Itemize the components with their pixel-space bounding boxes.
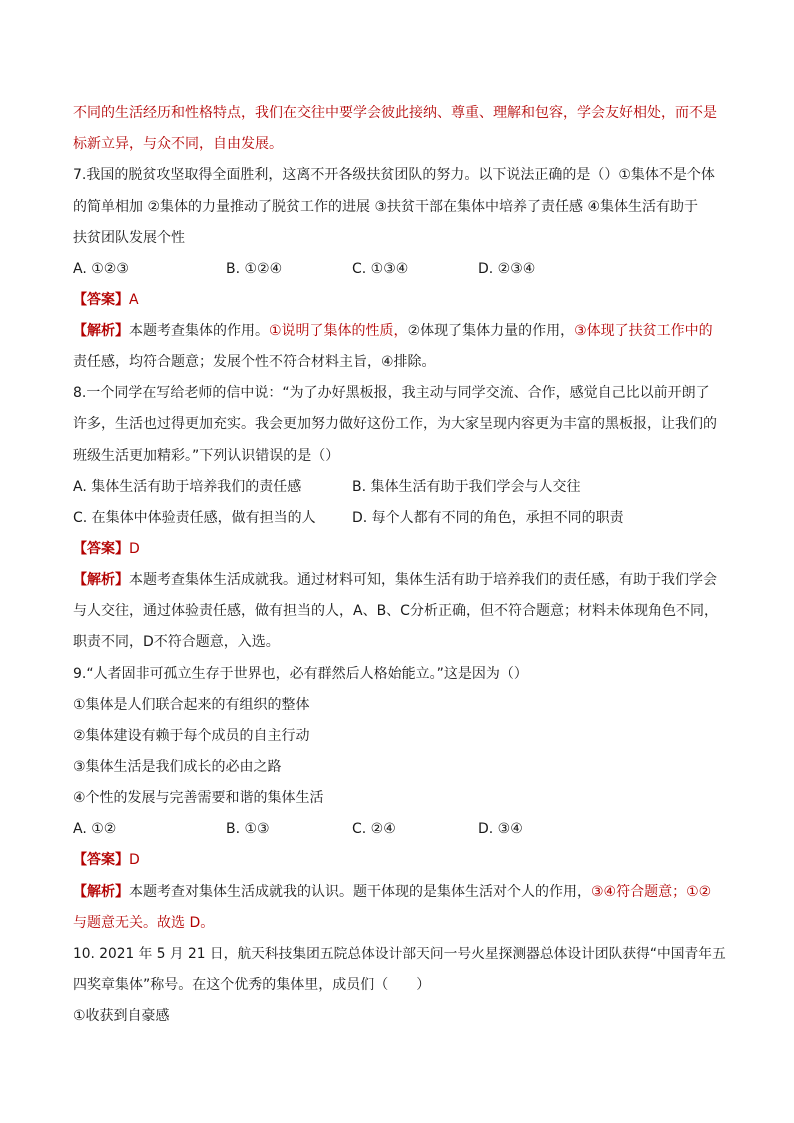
q7-option-c: C. ①③④ (352, 261, 409, 277)
q7-analysis-line-2: 责任感，均符合题意；发展个性不符合材料主旨，④排除。 (73, 354, 436, 370)
q9-option-d: D. ③④ (478, 821, 523, 837)
answer-value: A (129, 292, 139, 308)
q8-option-d: D. 每个人都有不同的角色，承担不同的职责 (352, 510, 624, 526)
q10-stem-line-1: 10. 2021 年 5 月 21 日，航天科技集团五院总体设计部天问一号火星探测器总体设计团队获得“中国青年五 (73, 946, 726, 962)
q8-option-b: B. 集体生活有助于我们学会与人交往 (352, 479, 581, 495)
analysis-label: 【解析】 (73, 572, 129, 588)
q8-option-c: C. 在集体中体验责任感，做有担当的人 (73, 510, 316, 526)
analysis-text: 本题考查对集体生活成就我的认识。题干体现的是集体生活对个人的作用， (129, 884, 591, 900)
answer-label: 【答案】 (73, 852, 129, 868)
q7-answer (73, 290, 139, 310)
intro-line-1: 不同的生活经历和性格特点，我们在交往中要学会彼此接纳、尊重、理解和包容，学会友好相处，而不是 (73, 105, 717, 121)
answer-value: D (129, 541, 140, 557)
q8-option-a: A. 集体生活有助于培养我们的责任感 (73, 479, 302, 495)
analysis-text-highlight: ①说明了集体的性质， (269, 323, 408, 339)
q9-option-b: B. ①③ (226, 821, 270, 837)
q7-stem-line-3: 扶贫团队发展个性 (73, 230, 185, 246)
q7-option-b: B. ①②④ (226, 261, 283, 277)
q9-item-1: ①集体是人们联合起来的有组织的整体 (73, 697, 310, 713)
answer-label: 【答案】 (73, 541, 129, 557)
q9-stem-line-1: 9.“人者固非可孤立生存于世界也，必有群然后人格始能立。”这是因为（） (73, 666, 528, 682)
q8-stem-line-1: 8.一个同学在写给老师的信中说：“为了办好黑板报，我主动与同学交流、合作，感觉自己比以前开朗了 (73, 385, 710, 401)
intro-line-2: 标新立异，与众不同，自由发展。 (73, 136, 283, 152)
answer-label: 【答案】 (73, 292, 129, 308)
q9-item-3: ③集体生活是我们成长的必由之路 (73, 759, 282, 775)
q7-stem-line-2: 的简单相加 ②集体的力量推动了脱贫工作的进展 ③扶贫干部在集体中培养了责任感 ④集体生活有助于 (73, 199, 699, 215)
analysis-label: 【解析】 (73, 884, 129, 900)
q10-item-1: ①收获到自豪感 (73, 1008, 170, 1024)
q7-option-a: A. ①②③ (73, 261, 129, 277)
q9-option-c: C. ②④ (352, 821, 396, 837)
q9-analysis-line-2: 与题意无关。故选 D。 (73, 915, 215, 931)
q8-answer (73, 539, 140, 559)
analysis-text: ②体现了集体力量的作用， (407, 323, 575, 339)
q8-analysis-line-1 (73, 570, 717, 590)
analysis-label: 【解析】 (73, 323, 129, 339)
analysis-text: 本题考查集体生活成就我。通过材料可知，集体生活有助于培养我们的责任感，有助于我们学会 (129, 572, 717, 588)
analysis-text: 本题考查集体的作用。 (129, 323, 269, 339)
answer-value: D (129, 852, 140, 868)
q7-analysis-line-1 (73, 321, 713, 341)
analysis-text-highlight: ③体现了扶贫工作中的 (574, 323, 713, 339)
q9-item-2: ②集体建设有赖于每个成员的自主行动 (73, 728, 310, 744)
q8-analysis-line-3: 职责不同，D不符合题意，入选。 (73, 634, 280, 650)
q7-option-d: D. ②③④ (478, 261, 536, 277)
q7-stem-line-1: 7.我国的脱贫攻坚取得全面胜利，这离不开各级扶贫团队的努力。以下说法正确的是（）①集体不是个体 (73, 167, 715, 183)
q9-item-4: ④个性的发展与完善需要和谐的集体生活 (73, 790, 324, 806)
q8-stem-line-2: 许多，生活也过得更加充实。我会更加努力做好这份工作，为大家呈现内容更为丰富的黑板报，让我们的 (73, 416, 717, 432)
q9-option-a: A. ①② (73, 821, 117, 837)
q9-analysis-line-1 (73, 882, 711, 902)
q10-stem-line-2: 四奖章集体”称号。在这个优秀的集体里，成员们（ ） (73, 977, 431, 993)
q8-analysis-line-2: 与人交往，通过体验责任感，做有担当的人，A、B、C分析正确，但不符合题意；材料未体现角色不同， (73, 603, 718, 619)
analysis-text-highlight: ③④符合题意；①② (591, 884, 712, 900)
q8-stem-line-3: 班级生活更加精彩。”下列认识错误的是（） (73, 448, 340, 464)
q9-answer (73, 850, 140, 870)
